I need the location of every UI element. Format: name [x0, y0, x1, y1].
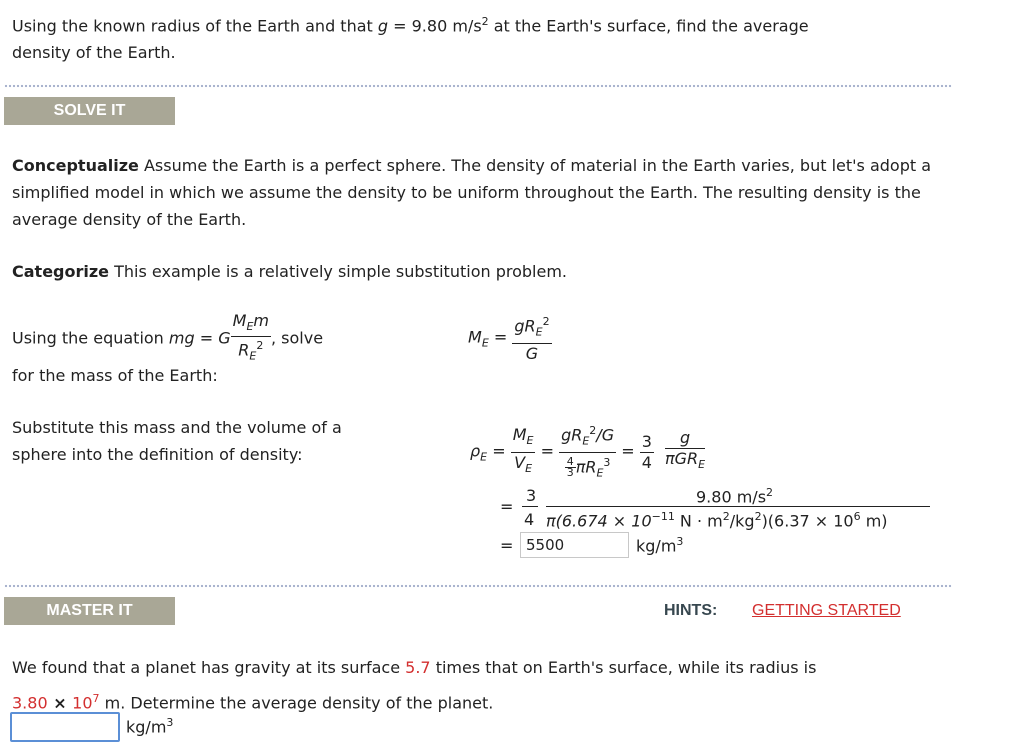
f2-num-sup: 2: [589, 424, 597, 437]
mass-eq: =: [488, 327, 513, 347]
master-text-b: times that on Earth's surface, while its radius is: [430, 658, 817, 677]
step2-text: [12, 414, 392, 468]
mass-M: M: [468, 327, 482, 347]
density-frac3a: [640, 432, 654, 473]
master-it-text: [12, 652, 1012, 718]
step1-text2: for the mass of the Earth:: [12, 366, 218, 385]
step1-solve: , solve: [271, 328, 324, 348]
den-a: π(6.674 × 10: [546, 511, 652, 531]
categorize-section: [12, 258, 972, 285]
frac-M: M: [232, 311, 247, 330]
den-mid: N · m: [674, 511, 723, 531]
answer-unit: [636, 535, 683, 555]
f2-num: gR: [561, 425, 583, 445]
den-tail: )(6.37 × 10: [761, 511, 854, 531]
density-answer-input[interactable]: [10, 712, 120, 742]
f1-den-sub: E: [525, 461, 533, 475]
step2-line2: sphere into the definition of density:: [12, 445, 303, 464]
answer-unit-text: kg/m: [636, 536, 677, 556]
f3-den-a: 4: [641, 452, 652, 472]
frac-m: m: [253, 311, 269, 330]
numeric-num-sup: 2: [766, 486, 774, 499]
radius-base: 10: [72, 693, 93, 713]
problem-text: Using the known radius of the Earth and that: [12, 16, 373, 36]
problem-text-end: at the Earth's surface, find the average: [488, 16, 809, 36]
den-end: m): [860, 511, 888, 531]
solve-it-header: SOLVE IT: [4, 97, 175, 125]
density-equation: [470, 421, 705, 483]
f3-num-b: g: [665, 428, 705, 449]
g-value: = 9.80 m/s: [388, 16, 482, 36]
conceptualize-section: [12, 152, 972, 233]
density-eq2: =: [540, 441, 554, 461]
eq-mg: mg: [168, 328, 195, 348]
master-text-c: m. Determine the average density of the planet.: [99, 693, 494, 713]
density-frac3b: [665, 428, 705, 475]
f1-num-sub: E: [526, 434, 534, 448]
radius-mantissa: 3.80: [12, 693, 48, 713]
answer-value-box: 5500: [520, 532, 629, 558]
numeric-numerator: [696, 486, 773, 506]
density-eq1: =: [492, 441, 506, 461]
f2-num-tail: /G: [596, 425, 615, 445]
master-it-header: MASTER IT: [4, 597, 175, 625]
master-unit: [126, 716, 173, 736]
mass-E: E: [481, 336, 489, 350]
density-eq3: =: [621, 441, 635, 461]
master-text-a: We found that a planet has gravity at its surface: [12, 658, 406, 677]
divider-bottom: [4, 584, 952, 588]
step1-intro: Using the equation: [12, 328, 164, 348]
numeric-denominator: [546, 510, 888, 530]
rho: ρ: [470, 441, 481, 461]
num-three: 3: [526, 486, 537, 505]
rho-E: E: [480, 450, 488, 464]
eq-equals-3: =: [500, 536, 514, 555]
f2-den-sub: E: [596, 466, 604, 480]
eq-G: G: [218, 328, 231, 348]
four-thirds: [565, 454, 576, 479]
three: 3: [566, 465, 574, 479]
f2-den-sup: 3: [603, 455, 611, 469]
frac-E: E: [246, 320, 254, 334]
master-unit-text: kg/m: [126, 717, 167, 737]
f1-num: M: [512, 425, 527, 445]
categorize-text: This example is a relatively simple substitution problem.: [114, 262, 567, 281]
f2-num-sub: E: [582, 434, 590, 448]
problem-statement: [12, 8, 1002, 66]
f3-den-b-sub: E: [698, 458, 706, 472]
mass-den: G: [525, 343, 539, 363]
g-symbol: g: [377, 16, 389, 36]
categorize-heading: Categorize: [12, 262, 110, 281]
mass-equation: [468, 312, 552, 364]
mass-num-2: 2: [542, 315, 550, 328]
conceptualize-heading: Conceptualize: [12, 156, 139, 175]
divider-top: [4, 84, 952, 88]
f3-num-a: 3: [641, 431, 652, 451]
mass-fraction: [512, 312, 551, 364]
density-frac1: [511, 425, 536, 478]
den-exp: −11: [651, 510, 675, 523]
den-sup3: 2: [754, 510, 762, 523]
mass-num-E: E: [535, 325, 543, 339]
den-kg: /kg: [729, 511, 755, 531]
answer-unit-sup: 3: [676, 535, 684, 548]
den-exp2: 6: [853, 510, 861, 523]
conceptualize-text: Assume the Earth is a perfect sphere. The density of material in the Earth varies, but let's adopt a simplified model in which we assume the density to be uniform throughout the Earth. The resulting density is the average density of the Earth.: [12, 156, 932, 229]
gravity-fraction: [231, 312, 271, 366]
eq-equals-2: =: [500, 497, 514, 516]
f1-den: V: [514, 452, 526, 472]
radius-times: ×: [47, 693, 73, 713]
mass-num: gR: [514, 316, 536, 336]
den-sup2: 2: [722, 510, 730, 523]
radius-exp: 7: [92, 692, 100, 705]
num-four: 4: [524, 510, 535, 529]
step1-text: [12, 312, 392, 366]
frac-R: R: [238, 340, 250, 360]
f3-den-b: πGR: [664, 449, 699, 469]
hints-label: HINTS:: [664, 602, 718, 619]
fraction-bar-main: [546, 506, 930, 507]
four: 4: [566, 454, 574, 468]
f2-den: πR: [575, 456, 597, 476]
master-unit-sup: 3: [166, 716, 174, 729]
step2-line1: Substitute this mass and the volume of a: [12, 418, 342, 437]
frac-RE: E: [249, 349, 257, 363]
fraction-bar-34: [522, 506, 538, 507]
density-frac2: [559, 421, 616, 483]
g-exponent: 2: [481, 15, 489, 28]
gravity-factor: 5.7: [405, 658, 431, 677]
frac-R2: 2: [256, 339, 264, 353]
problem-text-line2: density of the Earth.: [12, 43, 176, 63]
numeric-num-text: 9.80 m/s: [696, 487, 767, 507]
eq-equals: =: [194, 328, 219, 348]
getting-started-link[interactable]: GETTING STARTED: [752, 602, 901, 619]
